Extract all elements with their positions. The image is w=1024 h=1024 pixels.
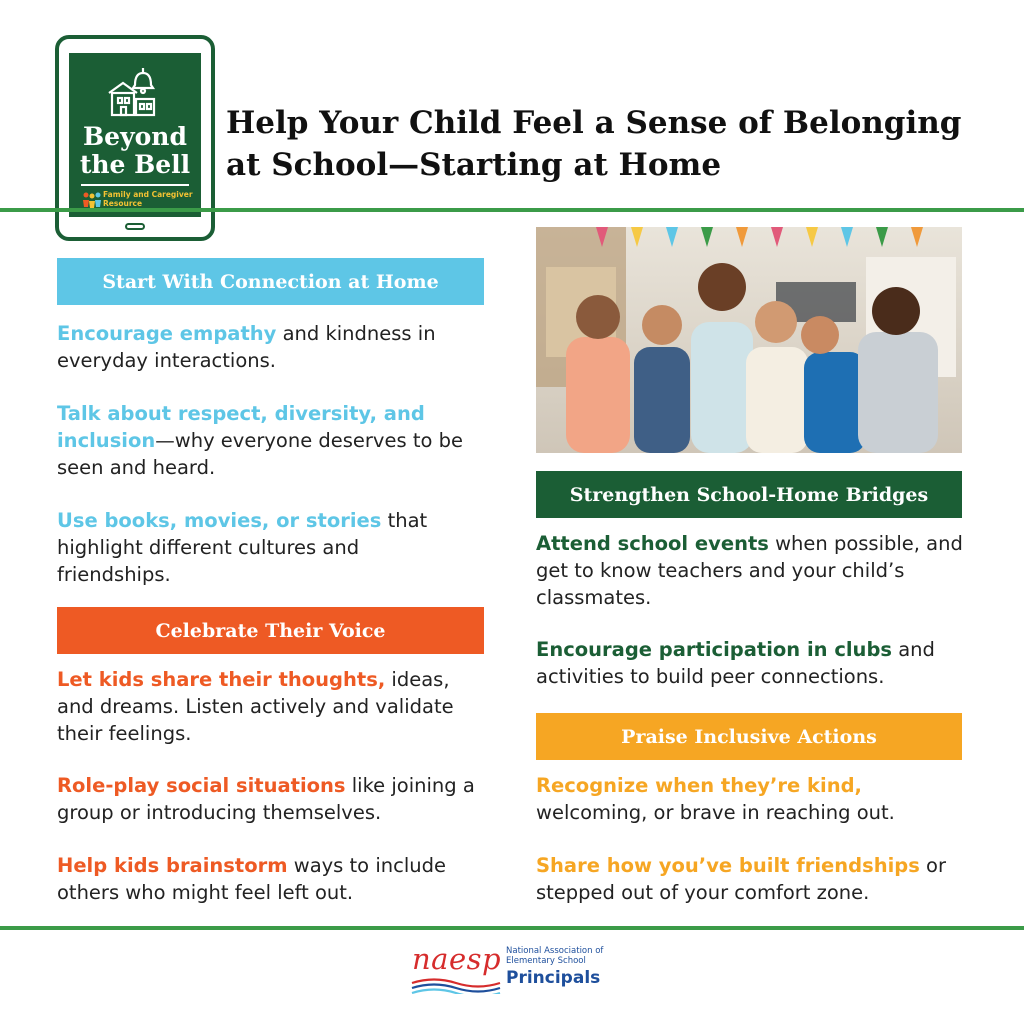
tip-highlight: Let kids share their thoughts, bbox=[57, 668, 386, 691]
tip-highlight: Encourage empathy bbox=[57, 322, 277, 345]
tip-text: that highlight different cultures and friendships. bbox=[57, 509, 428, 586]
tip-text: like joining a group or introducing themselves. bbox=[57, 774, 475, 824]
page-title: Help Your Child Feel a Sense of Belonging at School—Starting at Home bbox=[226, 105, 962, 183]
naesp-wordmark: naesp bbox=[412, 942, 502, 976]
children-group-photo bbox=[536, 227, 962, 453]
tip-praise-1 bbox=[536, 772, 966, 826]
tip-text: ways to include others who might feel left out. bbox=[57, 854, 446, 904]
school-bell-icon bbox=[105, 65, 165, 121]
tip-connection-2 bbox=[57, 400, 497, 481]
tip-voice-3 bbox=[57, 852, 487, 906]
header-divider bbox=[0, 208, 1024, 212]
tip-text: ideas, and dreams. Listen actively and validate their feelings. bbox=[57, 668, 454, 745]
section-heading-connection: Start With Connection at Home bbox=[57, 258, 484, 305]
naesp-logo bbox=[410, 942, 630, 998]
logo-title: Beyond the Bell bbox=[79, 122, 191, 179]
tip-highlight: Talk about respect, diversity, and inclusion bbox=[57, 402, 425, 452]
wave-icon bbox=[410, 978, 502, 994]
tip-connection-1 bbox=[57, 320, 497, 374]
tip-text: or stepped out of your comfort zone. bbox=[536, 854, 946, 904]
logo-screen bbox=[69, 53, 201, 217]
tip-text: and kindness in everyday interactions. bbox=[57, 322, 436, 372]
tip-highlight: Use books, movies, or stories bbox=[57, 509, 382, 532]
tablet-home-button bbox=[125, 223, 145, 230]
naesp-org-line: National Association of Elementary School bbox=[506, 946, 604, 966]
tip-text: and activities to build peer connections. bbox=[536, 638, 935, 688]
tip-voice-2 bbox=[57, 772, 487, 826]
section-heading-bridges: Strengthen School-Home Bridges bbox=[536, 471, 962, 518]
logo-tagline: Family and Caregiver Resource bbox=[103, 190, 193, 208]
tip-bridges-2 bbox=[536, 636, 966, 690]
section-heading-voice: Celebrate Their Voice bbox=[57, 607, 484, 654]
tip-praise-2 bbox=[536, 852, 966, 906]
naesp-org-emphasis: Principals bbox=[506, 968, 601, 988]
tip-connection-3 bbox=[57, 507, 477, 588]
tip-text: welcoming, or brave in reaching out. bbox=[536, 801, 895, 824]
tip-voice-1 bbox=[57, 666, 487, 747]
tip-highlight: Attend school events bbox=[536, 532, 769, 555]
tip-bridges-1 bbox=[536, 530, 966, 611]
logo-divider bbox=[81, 184, 189, 186]
tip-highlight: Recognize when they’re kind, bbox=[536, 774, 862, 797]
tip-highlight: Help kids brainstorm bbox=[57, 854, 288, 877]
tip-highlight: Encourage participation in clubs bbox=[536, 638, 893, 661]
tip-highlight: Share how you’ve built friendships bbox=[536, 854, 920, 877]
footer-divider bbox=[0, 926, 1024, 930]
tip-text: —why everyone deserves to be seen and heard. bbox=[57, 429, 463, 479]
tip-highlight: Role-play social situations bbox=[57, 774, 346, 797]
section-heading-praise: Praise Inclusive Actions bbox=[536, 713, 962, 760]
tip-text: when possible, and get to know teachers and your child’s classmates. bbox=[536, 532, 963, 609]
